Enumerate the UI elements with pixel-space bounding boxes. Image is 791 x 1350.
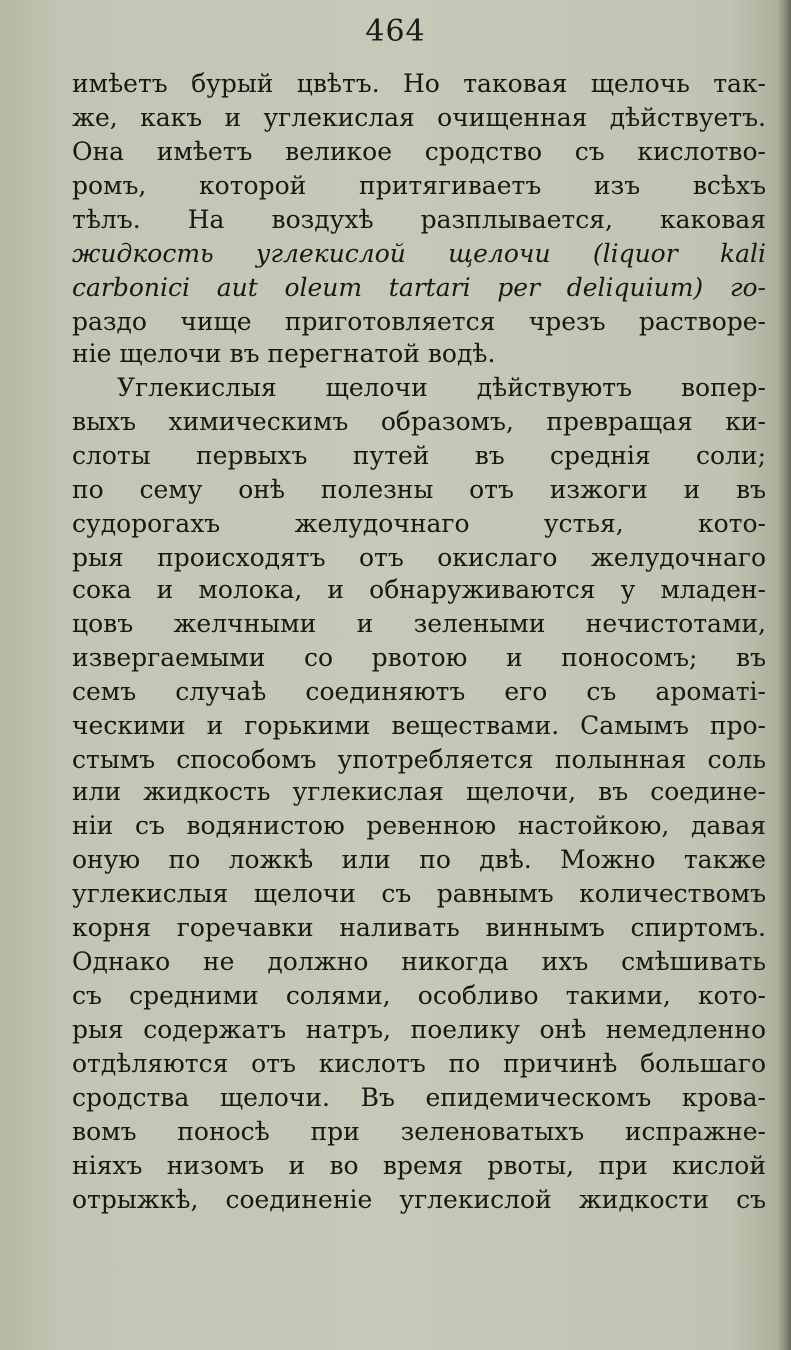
text-line: отрыжкѣ, соединеніе углекислой жидкости съ [72, 1185, 766, 1214]
page-number: 464 [365, 14, 426, 49]
text-line: цовъ желчными и зелеными нечистотами, [72, 609, 766, 638]
text-line: сока и молока, и обнаруживаются у младен- [72, 575, 766, 604]
text-line: ромъ, которой притягиваетъ изъ всѣхъ [72, 171, 766, 200]
text-line: стымъ способомъ употребляется полынная соль [72, 745, 766, 774]
text-line: корня горечавки наливать виннымъ спиртомъ. [72, 913, 766, 942]
text-line: Однако не должно никогда ихъ смѣшивать [72, 947, 766, 976]
text-line: carbonici aut oleum tartari per deliquium) го- [72, 273, 766, 302]
text-line: судорогахъ желудочнаго устья, кото- [72, 509, 766, 538]
text-line: углекислыя щелочи съ равнымъ количествомъ [72, 879, 766, 908]
text-line: ческими и горькими веществами. Самымъ про- [72, 711, 766, 740]
text-line: Она имѣетъ великое сродство съ кислотво- [72, 137, 766, 166]
text-line: раздо чище приготовляется чрезъ раствоpe- [72, 307, 766, 336]
text-line: слоты первыхъ путей въ среднія соли; [72, 441, 766, 470]
text-line: по сему онѣ полезны отъ изжоги и въ [72, 475, 766, 504]
text-line: тѣлъ. На воздухѣ разплывается, каковая [72, 205, 766, 234]
text-line: извергаемыми со рвотою и поносомъ; въ [72, 643, 766, 672]
text-line: имѣетъ бурый цвѣтъ. Но таковая щелочь так- [72, 69, 766, 98]
text-line: жидкость углекислой щелочи (liquor kali [72, 239, 766, 268]
page-edge-shadow [777, 0, 791, 1350]
text-line: рыя содержатъ натръ, поелику онѣ немедленно [72, 1015, 766, 1044]
text-line: ніе щелочи въ перегнатой водѣ. [72, 339, 496, 368]
text-line: Углекислыя щелочи дѣйствуютъ вопер- [117, 373, 766, 402]
text-line: выхъ химическимъ образомъ, превращая ки- [72, 407, 766, 436]
text-line: же, какъ и углекислая очищенная дѣйствуетъ. [72, 103, 766, 132]
text-line: оную по ложкѣ или по двѣ. Можно также [72, 845, 766, 874]
text-line: или жидкость углекислая щелочи, въ соедине- [72, 777, 766, 806]
text-line: ніяхъ низомъ и во время рвоты, при кислой [72, 1151, 766, 1180]
text-line: семъ случаѣ соединяютъ его съ ароматі- [72, 677, 766, 706]
text-line: сродства щелочи. Въ епидемическомъ крова- [72, 1083, 766, 1112]
text-line: ніи съ водянистою ревенною настойкою, давая [72, 811, 766, 840]
text-line: рыя происходятъ отъ окислаго желудочнаго [72, 543, 766, 572]
text-line: отдѣляются отъ кислотъ по причинѣ большаго [72, 1049, 766, 1078]
text-line: вомъ поносѣ при зеленоватыхъ испражне- [72, 1117, 766, 1146]
text-line: съ средними солями, особливо такими, кото- [72, 981, 766, 1010]
